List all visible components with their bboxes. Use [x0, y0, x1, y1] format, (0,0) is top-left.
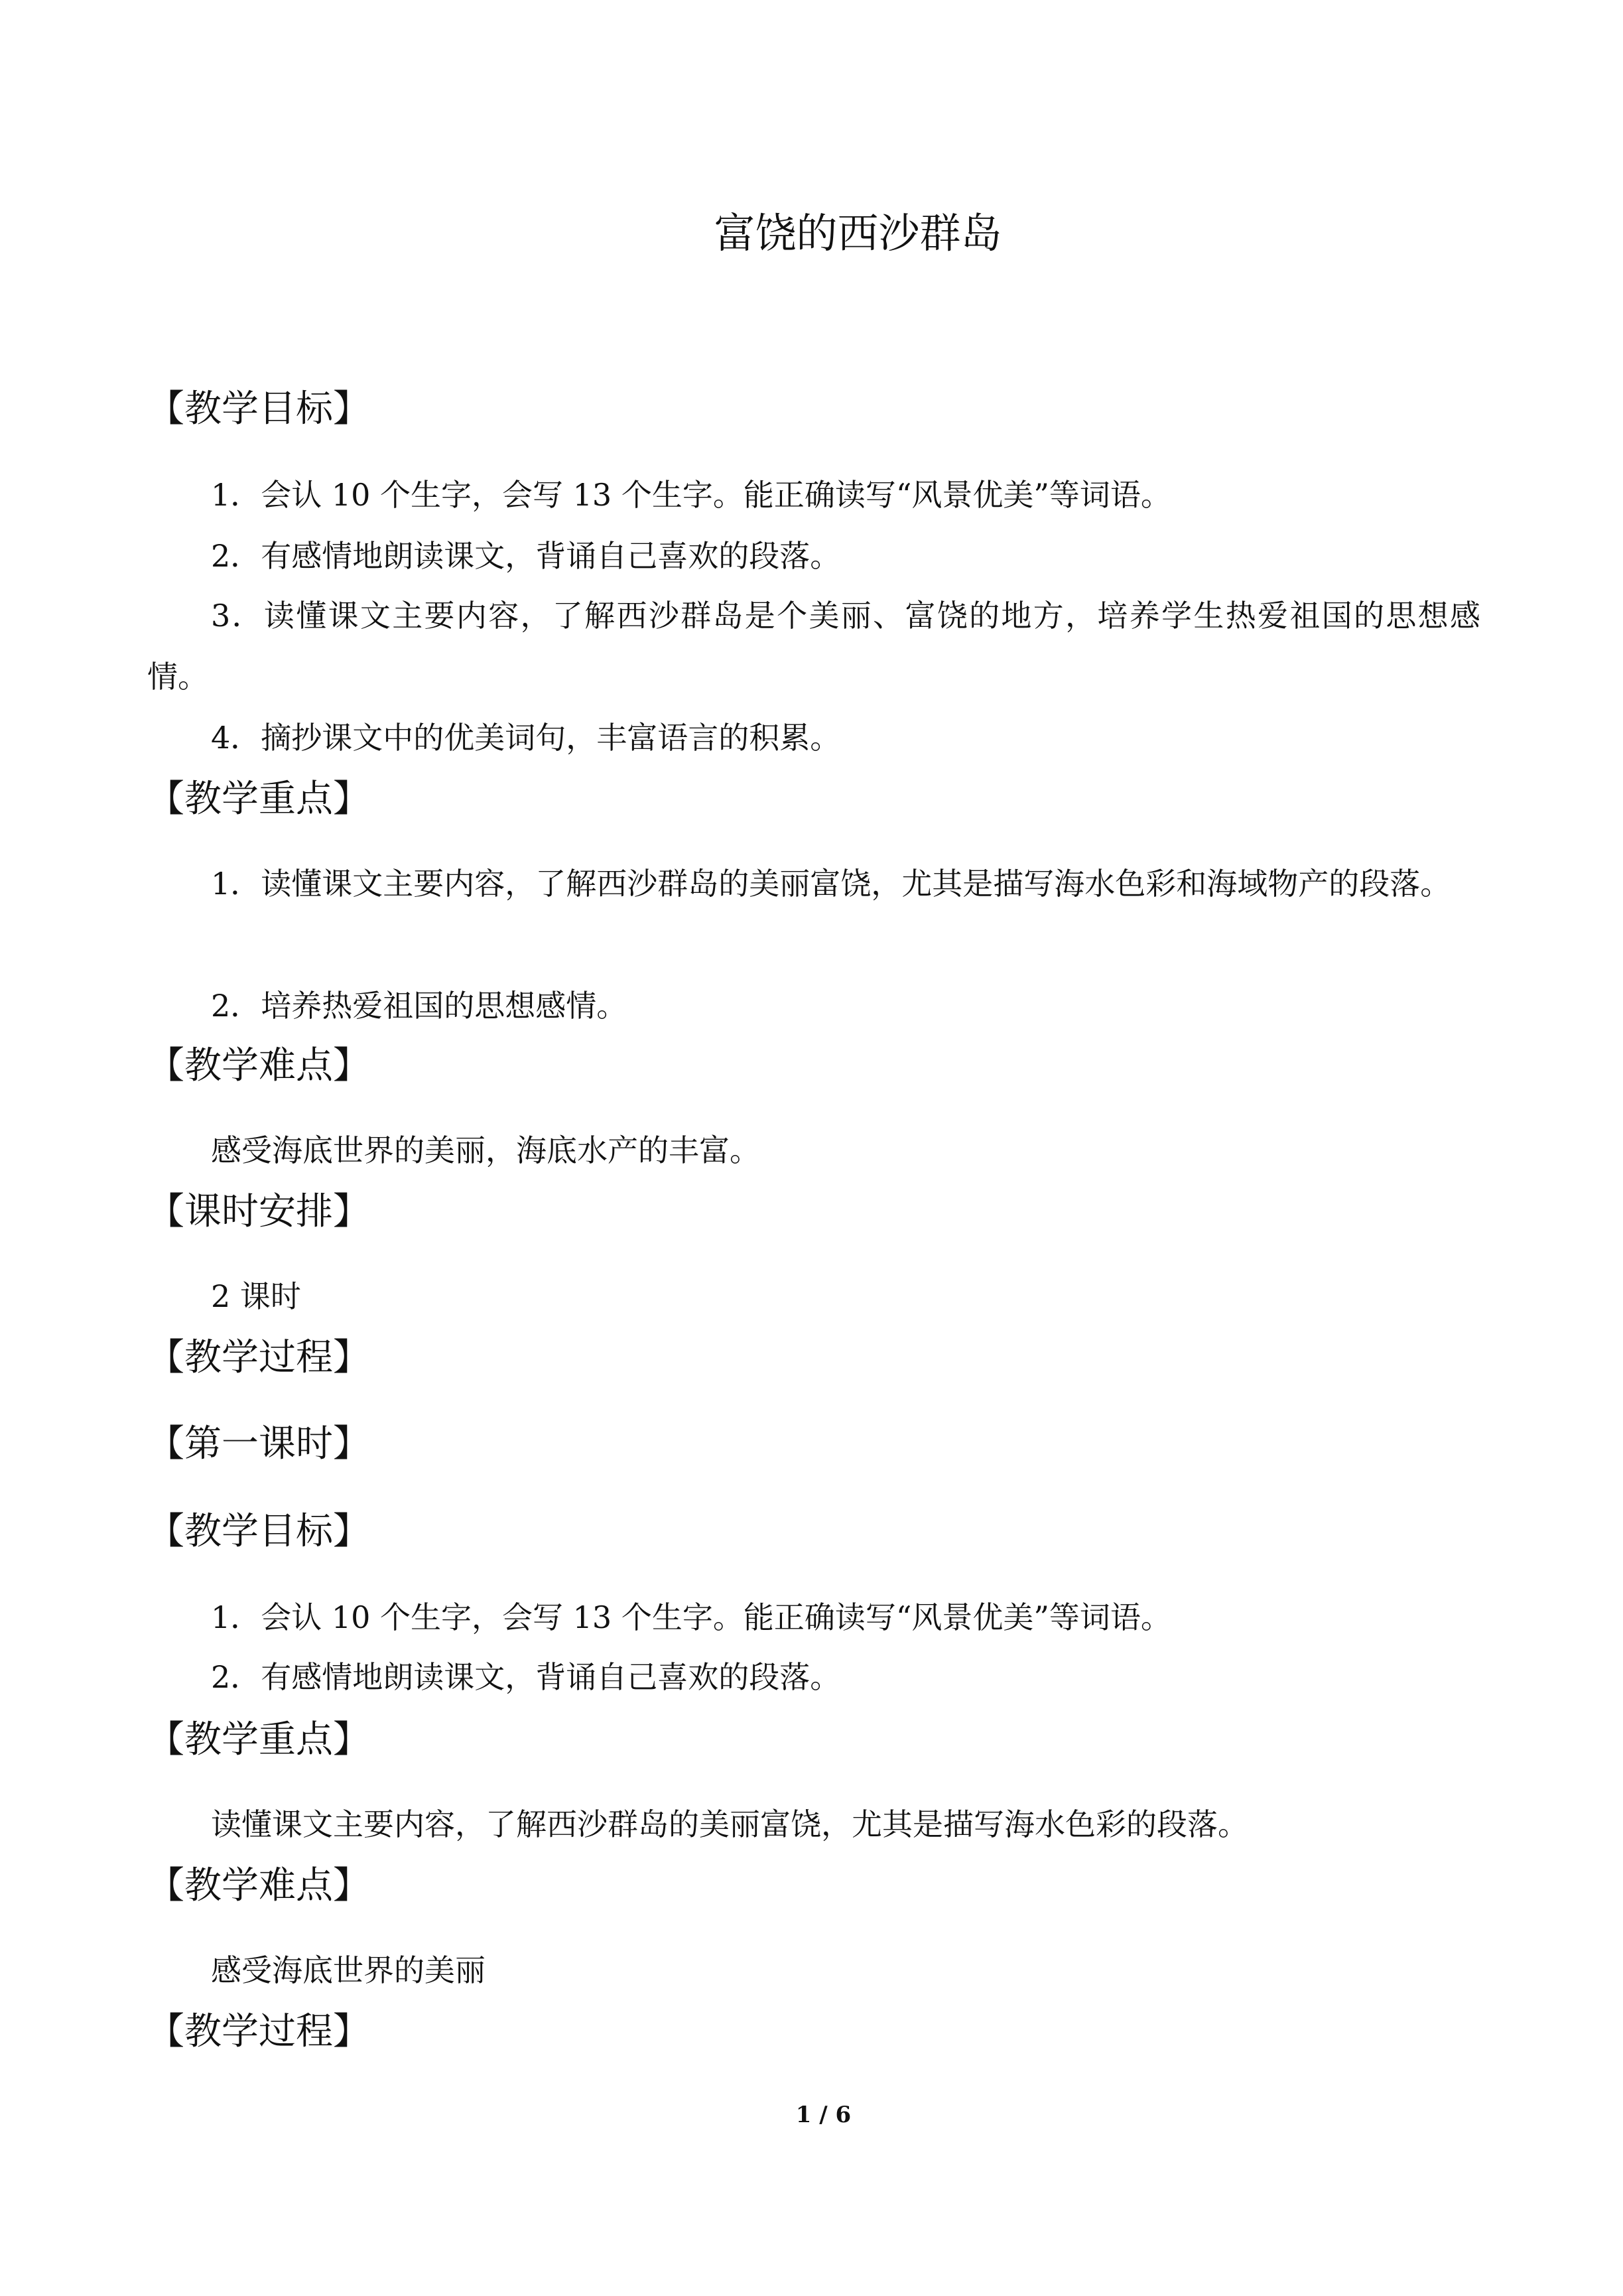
paragraph: 2 课时	[211, 1278, 301, 1314]
section-heading-teaching-goals: 【教学目标】	[147, 1510, 370, 1553]
section-heading-key-points: 【教学重点】	[147, 1718, 370, 1761]
paragraph: 4．摘抄课文中的优美词句，丰富语言的积累。	[211, 720, 841, 756]
section-heading-difficulties: 【教学难点】	[147, 1044, 370, 1087]
page-number: 1 / 6	[795, 2102, 852, 2128]
section-heading-schedule: 【课时安排】	[147, 1190, 370, 1233]
paragraph: 1．读懂课文主要内容，了解西沙群岛的美丽富饶，尤其是描写海水色彩和海域物产的段落。	[211, 866, 1451, 902]
paragraph: 2．有感情地朗读课文，背诵自己喜欢的段落。	[211, 1659, 841, 1695]
paragraph: 1．会认 10 个生字，会写 13 个生字。能正确读写“风景优美”等词语。	[211, 477, 1171, 513]
paragraph: 读懂课文主要内容，了解西沙群岛的美丽富饶，尤其是描写海水色彩的段落。	[211, 1806, 1248, 1842]
section-heading-first-lesson: 【第一课时】	[147, 1422, 370, 1465]
section-heading-process: 【教学过程】	[147, 2010, 370, 2053]
document-title: 富饶的西沙群岛	[714, 209, 1002, 257]
section-heading-teaching-goals: 【教学目标】	[147, 387, 370, 431]
paragraph: 1．会认 10 个生字，会写 13 个生字。能正确读写“风景优美”等词语。	[211, 1599, 1171, 1635]
section-heading-process: 【教学过程】	[147, 1336, 370, 1379]
section-heading-key-points: 【教学重点】	[147, 777, 370, 821]
paragraph: 2．培养热爱祖国的思想感情。	[211, 988, 627, 1024]
section-heading-difficulties: 【教学难点】	[147, 1864, 370, 1907]
paragraph: 感受海底世界的美丽，海底水产的丰富。	[211, 1132, 760, 1168]
paragraph: 感受海底世界的美丽	[211, 1952, 486, 1988]
paragraph: 3．读懂课文主要内容，了解西沙群岛是个美丽、富饶的地方，培养学生热爱祖国的思想感情。	[147, 598, 1480, 695]
paragraph: 2．有感情地朗读课文，背诵自己喜欢的段落。	[211, 538, 841, 574]
